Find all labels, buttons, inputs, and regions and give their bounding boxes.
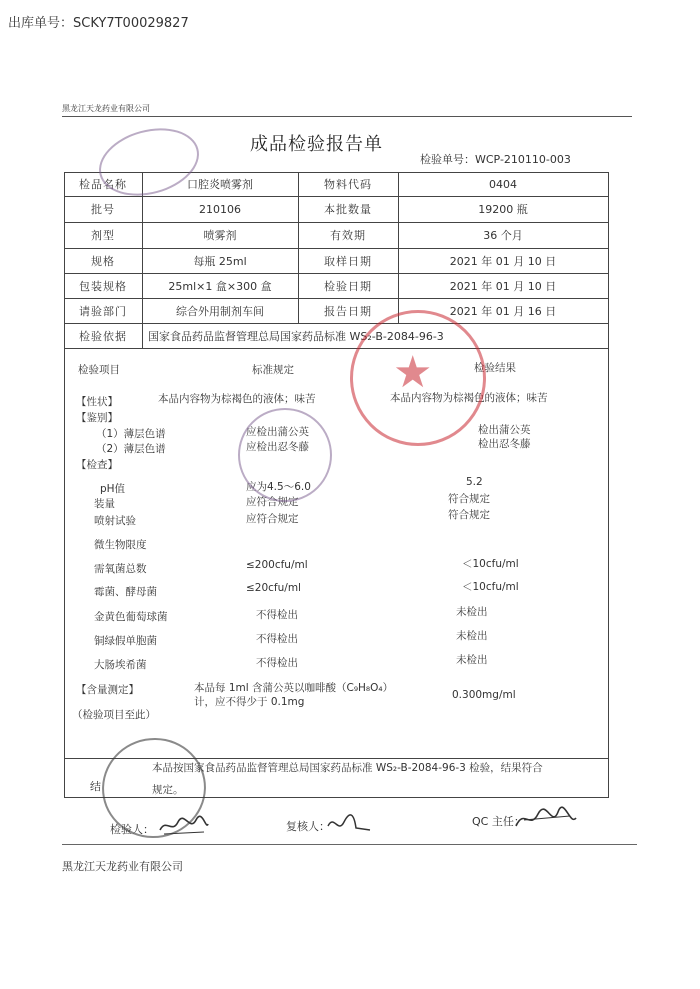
load-standard: 应符合规定 xyxy=(246,496,299,508)
form-value: 喷雾剂 xyxy=(203,229,237,242)
ph-standard: 应为4.5～6.0 xyxy=(246,481,311,493)
ecoli-result: 未检出 xyxy=(456,654,488,666)
footer-company-name: 黑龙江天龙药业有限公司 xyxy=(62,860,183,873)
reviewer-label: 复核人： xyxy=(286,820,330,833)
aerobic-result: ＜10cfu/ml xyxy=(462,558,519,570)
sampling-date-label: 取样日期 xyxy=(324,254,372,268)
qc-director-signature xyxy=(514,804,578,834)
package-label: 包装规格 xyxy=(79,279,127,293)
batch-value: 210106 xyxy=(199,202,241,216)
spec-value: 每瓶 25ml xyxy=(193,254,247,268)
assay-tag: 【含量测定】 xyxy=(76,684,139,696)
quantity-value: 19200 瓶 xyxy=(478,203,528,216)
department-value: 综合外用制剂车间 xyxy=(176,304,264,318)
conclusion-line1: 本品按国家食品药品监督管理总局国家药品标准 WS₂-B-2084-96-3 检验，结果符合 xyxy=(152,762,543,774)
footer-divider xyxy=(62,844,637,845)
header-company-name: 黑龙江天龙药业有限公司 xyxy=(62,104,150,113)
table-border-right xyxy=(608,172,609,797)
quantity-label: 本批数量 xyxy=(324,203,372,216)
identification-tag: 【鉴别】 xyxy=(76,412,118,424)
assay-standard-line1: 本品每 1ml 含蒲公英以咖啡酸（C₉H₈O₄） xyxy=(194,682,394,694)
staph-name: 金黄色葡萄球菌 xyxy=(94,611,168,623)
pseudomonas-name: 铜绿假单胞菌 xyxy=(94,635,157,647)
report-date-value: 2021 年 01 月 16 日 xyxy=(449,304,557,318)
inspector-label: 检验人： xyxy=(110,823,154,836)
load-result: 符合规定 xyxy=(448,493,490,505)
reviewer-signature xyxy=(326,810,372,836)
appearance-standard: 本品内容物为棕褐色的液体；味苦 xyxy=(158,393,316,405)
staph-standard: 不得检出 xyxy=(256,609,298,621)
items-end-note: （检验项目至此） xyxy=(72,709,156,721)
report-date-label: 报告日期 xyxy=(324,304,372,318)
result-col-header: 检验结果 xyxy=(474,362,516,374)
material-code-value: 0404 xyxy=(489,177,517,191)
ident1-result: 检出蒲公英 xyxy=(478,424,531,436)
spray-result: 符合规定 xyxy=(448,509,490,521)
conclusion-line2: 规定。 xyxy=(152,784,184,796)
product-name-value: 口腔炎喷雾剂 xyxy=(187,178,253,191)
check-tag: 【检查】 xyxy=(76,459,118,471)
aerobic-name: 需氧菌总数 xyxy=(94,563,147,575)
load-name: 装量 xyxy=(94,498,115,510)
spray-name: 喷射试验 xyxy=(94,515,136,527)
assay-standard-line2: 计，应不得少于 0.1mg xyxy=(194,696,305,708)
conclusion-label: 结 xyxy=(90,780,101,793)
package-value: 25ml×1 盒×300 盒 xyxy=(168,279,272,293)
validity-label: 有效期 xyxy=(330,229,366,242)
sampling-date-value: 2021 年 01 月 10 日 xyxy=(449,254,557,268)
purple-stamp xyxy=(238,408,332,502)
aerobic-standard: ≤200cfu/ml xyxy=(246,559,308,571)
ecoli-standard: 不得检出 xyxy=(256,657,298,669)
department-label: 请验部门 xyxy=(79,304,127,318)
ident2-result: 检出忍冬藤 xyxy=(478,438,531,450)
basis-label: 检验依据 xyxy=(79,329,127,343)
ident2-standard: 应检出忍冬藤 xyxy=(246,441,309,453)
staph-result: 未检出 xyxy=(456,606,488,618)
mold-standard: ≤20cfu/ml xyxy=(246,582,301,594)
items-col-header: 检验项目 xyxy=(78,364,120,376)
outbound-order-number: 出库单号：SCKY7T00029827 xyxy=(8,16,189,31)
spec-label: 规格 xyxy=(91,254,115,268)
header-divider xyxy=(62,116,632,117)
form-label: 剂型 xyxy=(91,229,115,242)
product-name-label: 检品名称 xyxy=(79,178,127,191)
standard-col-header: 标准规定 xyxy=(252,364,294,376)
red-stamp: ★ xyxy=(350,310,486,446)
spray-standard: 应符合规定 xyxy=(246,513,299,525)
assay-result: 0.300mg/ml xyxy=(452,689,516,701)
basis-value: 国家食品药品监督管理总局国家药品标准 WS₂-B-2084-96-3 xyxy=(148,329,444,343)
mold-result: ＜10cfu/ml xyxy=(462,581,519,593)
ph-result: 5.2 xyxy=(466,476,483,488)
page-title: 成品检验报告单 xyxy=(250,134,383,155)
pseudomonas-standard: 不得检出 xyxy=(256,633,298,645)
inspection-doc-number: 检验单号：WCP-210110-003 xyxy=(420,153,571,166)
qc-director-label: QC 主任： xyxy=(472,815,525,828)
validity-value: 36 个月 xyxy=(483,229,523,242)
microbial-limit: 微生物限度 xyxy=(94,539,147,551)
batch-label: 批号 xyxy=(91,203,115,216)
material-code-label: 物料代码 xyxy=(324,178,372,191)
ph-name: pH值 xyxy=(100,483,126,495)
inspection-date-label: 检验日期 xyxy=(324,279,372,293)
ecoli-name: 大肠埃希菌 xyxy=(94,659,147,671)
appearance-result: 本品内容物为棕褐色的液体；味苦 xyxy=(390,392,548,404)
mold-name: 霉菌、酵母菌 xyxy=(94,586,157,598)
ident2-name: （2）薄层色谱 xyxy=(96,443,166,455)
inspection-date-value: 2021 年 01 月 10 日 xyxy=(449,279,557,293)
ident1-name: （1）薄层色谱 xyxy=(96,428,166,440)
ident1-standard: 应检出蒲公英 xyxy=(246,426,309,438)
pseudomonas-result: 未检出 xyxy=(456,630,488,642)
appearance-tag: 【性状】 xyxy=(76,396,118,408)
